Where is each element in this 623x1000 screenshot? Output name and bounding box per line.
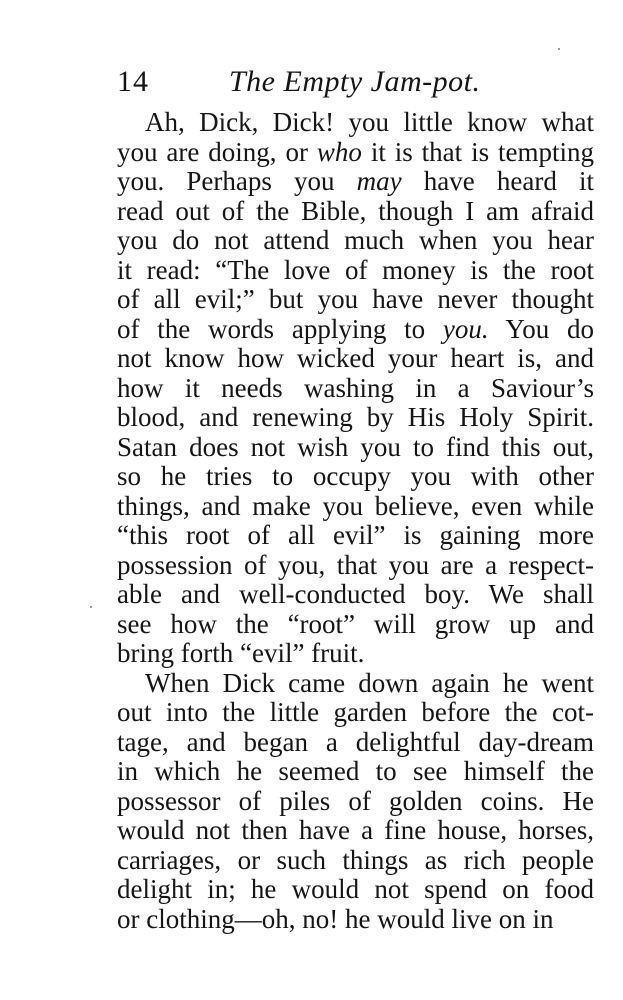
text-segment: of the words applying to <box>117 314 443 344</box>
paragraph <box>117 108 594 669</box>
text-line: When Dick came down again he went <box>145 668 594 698</box>
italic-word: who <box>316 137 362 167</box>
text-line: or clothing—oh, no! he would live on in <box>117 904 554 934</box>
text-line: carriages, or such things as rich people <box>117 845 594 875</box>
scan-speck <box>90 606 92 608</box>
text-line: tage, and began a delightful day-dream <box>117 727 594 757</box>
text-segment: it is that is tempting <box>361 137 594 167</box>
text-line: able and well-conducted boy. We shall <box>117 580 594 609</box>
text-line: not know how wicked your heart is, and <box>117 344 594 373</box>
text-line: would not then have a fine house, horses, <box>117 816 594 845</box>
running-title: The Empty Jam-pot. <box>229 65 481 98</box>
text-segment: you. Perhaps you <box>117 167 357 196</box>
scan-speck <box>558 48 560 50</box>
body-text <box>117 108 594 934</box>
text-line <box>117 315 594 345</box>
italic-word: may <box>356 167 402 196</box>
text-line: “this root of all evil” is gaining more <box>117 521 594 550</box>
text-line: Ah, Dick, Dick! you little know what <box>145 108 594 137</box>
page-header <box>117 62 502 102</box>
text-line: possession of you, that you are a respect- <box>117 550 594 580</box>
text-line: bring forth “evil” fruit. <box>117 639 365 668</box>
text-segment: you are doing, or <box>117 137 317 167</box>
text-line: possessor of piles of golden coins. He <box>117 786 594 816</box>
text-line: read out of the Bible, though I am afraid <box>117 196 594 226</box>
text-line: of all evil;” but you have never thought <box>117 285 594 314</box>
text-line: Satan does not wish you to find this out, <box>117 432 594 462</box>
text-line <box>117 167 594 197</box>
text-segment: You do <box>488 314 594 344</box>
page-number: 14 <box>117 65 149 98</box>
text-segment: have heard it <box>401 167 594 196</box>
text-line: how it needs washing in a Saviour’s <box>117 373 594 403</box>
text-line: delight in; he would not spend on food <box>117 875 594 904</box>
text-line: in which he seemed to see himself the <box>117 757 594 786</box>
text-line: things, and make you believe, even while <box>117 491 594 521</box>
text-line: so he tries to occupy you with other <box>117 462 594 491</box>
text-line <box>117 138 594 168</box>
text-line: it read: “The love of money is the root <box>117 255 594 285</box>
text-line: blood, and renewing by His Holy Spirit. <box>117 403 594 432</box>
text-line: see how the “root” will grow up and <box>117 609 594 639</box>
text-line: you do not attend much when you hear <box>117 226 594 255</box>
italic-word: you. <box>442 314 489 344</box>
text-line: out into the little garden before the cot- <box>117 698 594 727</box>
paragraph <box>117 669 594 935</box>
